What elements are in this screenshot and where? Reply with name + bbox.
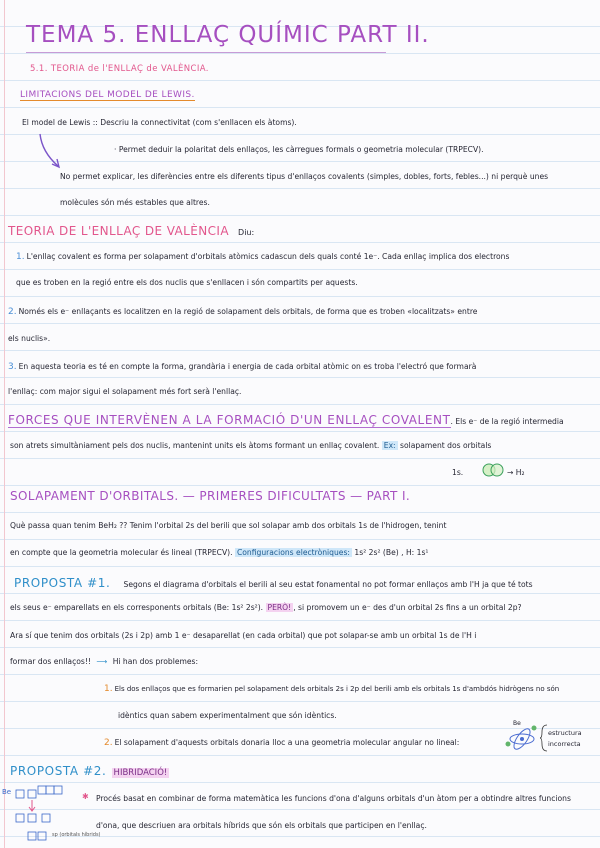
proposta-2-row: [10, 760, 169, 779]
problem-2-line-1: [104, 738, 459, 748]
diagram-sp-note: sp (orbitals híbrids): [52, 832, 101, 838]
be-atom-label: Be: [513, 720, 521, 727]
proposta-1-line-2-text: els seus e⁻ emparellats en els corresponents orbitals (Be: 1s² 2s²).: [10, 603, 264, 612]
forces-line-2-text: son atrets simultàniament pels dos nuclis, mantenint units els àtoms formant un enllaç covalent.: [10, 441, 380, 450]
proposta-1-line-4-text: formar dos enllaços!!: [10, 657, 91, 666]
proposta-2-heading: PROPOSTA #2.: [10, 764, 107, 778]
estructura-note-line-2: incorrecta: [548, 740, 581, 748]
section-subtitle: 5.1. TEORIA de l'ENLLAÇ de VALÈNCIA.: [30, 64, 209, 74]
point-3-line-2: l'enllaç: com major sigui el solapament més fort serà l'enllaç.: [8, 387, 242, 396]
problem-1-line-2: idèntics quan sabem experimentalment que són idèntics.: [118, 711, 337, 720]
star-bullet-icon: ✱: [82, 792, 89, 801]
arrow-right-icon: ⟶: [96, 657, 108, 666]
point-3-number: 3.: [8, 362, 17, 372]
proposta-1-line-2: [10, 603, 522, 612]
tev-heading: TEORIA DE L'ENLLAÇ DE VALÈNCIA: [8, 224, 229, 238]
lewis-line-2: · Permet deduir la polaritat dels enllaços, les càrregues formals o geometria molecular (TRPECV).: [114, 145, 484, 154]
problem-1-text: Els dos enllaços que es formarien pel solapament dels orbitals 2s i 2p del berili amb els orbitals 1s d'ambdós hidrògens no són: [114, 685, 560, 693]
point-3-line-1: [8, 362, 476, 372]
solapament-line-1: Què passa quan tenim BeH₂ ?? Tenim l'orbital 2s del berili que sol solapar amb dos orbitals 1s de l'hidrogen, tenint: [10, 521, 447, 530]
point-2-line-2: els nuclis».: [8, 334, 51, 343]
forces-line-3: 1s.: [452, 468, 464, 477]
forces-line-2-tail: solapament dos orbitals: [400, 441, 492, 450]
point-1-line-2: que es troben en la regió entre els dos nuclis que s'enllacen i són compartits per aquests.: [16, 278, 358, 287]
lewis-line-4: molècules són més estables que altres.: [60, 198, 210, 207]
point-1-text: L'enllaç covalent es forma per solapament d'orbitals atòmics cadascun dels quals conté 1e⁻. Cada enllaç implica dos electrons: [26, 252, 510, 261]
forces-heading: FORCES QUE INTERVÈNEN A LA FORMACIÓ D'UN ENLLAÇ COVALENT: [8, 413, 451, 427]
arrow-down-icon: [36, 132, 66, 172]
proposta-2-line-1: Procés basat en combinar de forma matemàtica les funcions d'ona d'alguns orbitals d'un àtom per a obtindre altres funcions: [96, 794, 571, 803]
solapament-heading: SOLAPAMENT D'ORBITALS. — PRIMERES DIFICULTATS — PART I.: [10, 489, 411, 503]
proposta-1-line-4: [10, 657, 198, 666]
orbital-overlap-icon: [480, 462, 506, 478]
page-title: TEMA 5. ENLLAÇ QUÍMIC PART II.: [26, 22, 430, 48]
hibridacio-highlight: HIBRIDACIÓ!: [113, 768, 168, 778]
forces-example-label: Ex:: [383, 441, 396, 450]
proposta-1-line-3: Ara sí que tenim dos orbitals (2s i 2p) amb 1 e⁻ desaparellat (en cada orbital) que pot solapar-se amb un orbital 1s de l'H i: [10, 631, 477, 640]
point-2-text: Només els e⁻ enllaçants es localitzen en la regió de solapament dels orbitals, de forma que es troben «localitzats» entre: [18, 307, 478, 316]
point-3-text: En aquesta teoria es té en compte la forma, grandària i energia de cada orbital atòmic on es troba l'electró que formarà: [18, 362, 477, 371]
point-2-number: 2.: [8, 307, 17, 317]
bracket-icon: [540, 724, 548, 752]
solapament-line-2-text: en compte que la geometria molecular és lineal (TRPECV).: [10, 548, 233, 557]
point-1-line-1: [16, 252, 509, 262]
notebook-margin-line: [4, 0, 5, 848]
proposta-2-line-2: d'ona, que descriuen ara orbitals híbrids que són els orbitals que participen en l'enllaç.: [96, 821, 427, 830]
forces-heading-tail: . Els e⁻ de la regió intermedia: [450, 417, 564, 426]
problem-1-number: 1.: [104, 684, 113, 694]
diagram-be-label: Be: [2, 788, 12, 796]
tev-heading-suffix: Diu:: [238, 228, 255, 237]
angular-molecule-icon: [500, 724, 544, 754]
proposta-1-line-2-tail: , si promovem un e⁻ des d'un orbital 2s fins a un orbital 2p?: [293, 603, 522, 612]
config-label: Configuracions electròniques:: [236, 548, 350, 557]
lewis-heading: LIMITACIONS DEL MODEL DE LEWIS.: [20, 90, 195, 100]
pero-highlight: PERÒ!: [267, 603, 292, 612]
tev-heading-row: [8, 220, 254, 239]
estructura-note-line-1: estructura: [548, 729, 582, 737]
lewis-line-3: No permet explicar, les diferències entre els diferents tipus d'enllaços covalents (simples, dobles, forts, febles...) ni perquè unes: [60, 172, 549, 181]
title-underline: [26, 52, 386, 53]
config-value: 1s² 2s² (Be) , H: 1s¹: [354, 548, 429, 557]
problem-2-text: El solapament d'aquests orbitals donaria lloc a una geometria molecular angular no lineal:: [114, 738, 460, 747]
proposta-1-line-1: Segons el diagrama d'orbitals el berili al seu estat fonamental no pot formar enllaços amb l'H ja que té tots: [123, 580, 533, 589]
forces-heading-row: [8, 409, 564, 428]
estructura-note: [548, 728, 582, 750]
problem-1-line-1: [104, 684, 559, 694]
forces-line-2: [10, 441, 491, 450]
proposta-1-heading: PROPOSTA #1.: [14, 576, 111, 590]
lewis-line-1: El model de Lewis :: Descriu la connectivitat (com s'enllacen els àtoms).: [22, 118, 297, 127]
forces-h2-result: → H₂: [507, 468, 525, 477]
problems-label: Hi han dos problemes:: [112, 657, 199, 666]
point-2-line-1: [8, 307, 477, 317]
solapament-line-2: [10, 548, 428, 557]
proposta-1-row: [14, 572, 533, 591]
point-1-number: 1.: [16, 252, 25, 262]
problem-2-number: 2.: [104, 738, 113, 748]
